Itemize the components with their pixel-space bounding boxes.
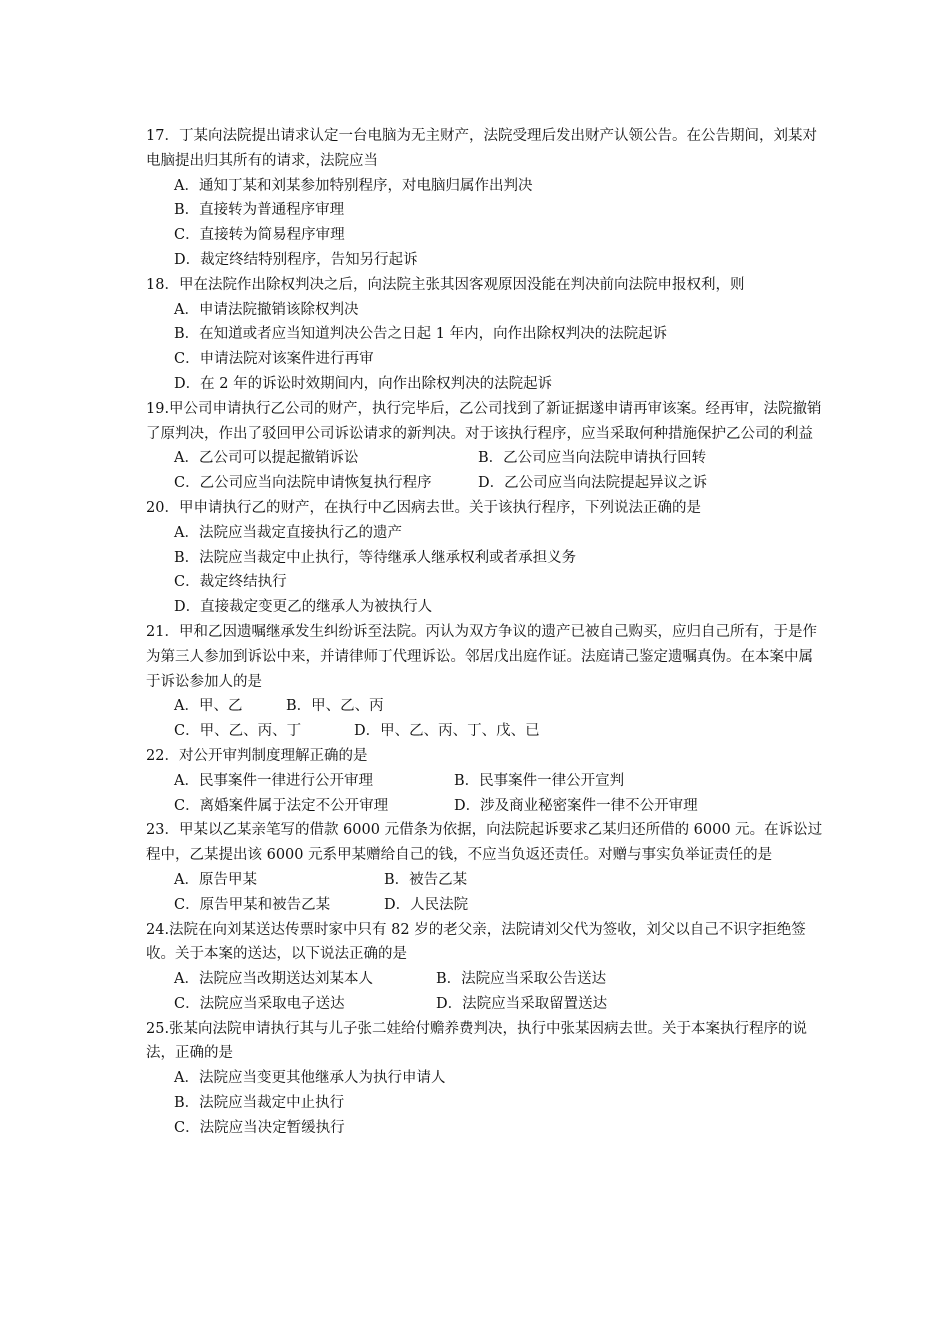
option-d: D．人民法院 <box>384 896 469 913</box>
option-row <box>146 471 826 496</box>
option-row <box>146 967 826 992</box>
question-23 <box>146 818 826 917</box>
question-list <box>146 124 826 1141</box>
question-22 <box>146 744 826 818</box>
option-a: A．法院应当裁定直接执行乙的遗产 <box>174 524 402 541</box>
option-d: D．法院应当采取留置送达 <box>436 995 608 1012</box>
option-a: A．通知丁某和刘某参加特别程序，对电脑归属作出判决 <box>174 177 533 194</box>
option-b: B．被告乙某 <box>384 871 468 888</box>
option-d: D．在 2 年的诉讼时效期间内，向作出除权判决的法院起诉 <box>174 375 553 392</box>
option-b: B．乙公司应当向法院申请执行回转 <box>478 450 707 467</box>
option-row <box>146 893 826 918</box>
option-b: B．在知道或者应当知道判决公告之日起 1 年内，向作出除权判决的法院起诉 <box>174 326 668 343</box>
question-stem: 17．丁某向法院提出请求认定一台电脑为无主财产，法院受理后发出财产认领公告。在公告期间，刘某对电脑提出归其所有的请求，法院应当 <box>146 128 817 169</box>
option-a: A．民事案件一律进行公开审理 <box>174 772 373 789</box>
question-stem: 22．对公开审判制度理解正确的是 <box>146 747 368 764</box>
option-row <box>146 769 826 794</box>
option-a: A．乙公司可以提起撤销诉讼 <box>174 450 359 467</box>
question-stem: 23．甲某以乙某亲笔写的借款 6000 元借条为依据，向法院起诉要求乙某归还所借的 6000 元。在诉讼过程中，乙某提出该 6000 元系甲某赠给自己的钱，不应当负返还责任。对赠与事实负举证责任的是 <box>146 822 823 864</box>
option-b: B．法院应当裁定中止执行，等待继承人继承权利或者承担义务 <box>174 549 577 566</box>
option-c: C．离婚案件属于法定不公开审理 <box>174 797 389 814</box>
question-stem: 21．甲和乙因遗嘱继承发生纠纷诉至法院。丙认为双方争议的遗产已被自己购买，应归自己所有，于是作为第三人参加到诉讼中来，并请律师丁代理诉讼。邻居戊出庭作证。法庭请己鉴定遗嘱真伪。在本案中属于诉讼参加人的是 <box>146 623 817 690</box>
option-row <box>146 794 826 819</box>
question-25 <box>146 1017 826 1141</box>
option-a: A．甲、乙 <box>174 698 243 715</box>
option-a: A．申请法院撤销该除权判决 <box>174 301 359 318</box>
option-d: D．直接裁定变更乙的继承人为被执行人 <box>174 599 433 616</box>
option-row <box>146 446 826 471</box>
option-c: C．原告甲某和被告乙某 <box>174 896 331 913</box>
option-b: B．民事案件一律公开宣判 <box>454 772 625 789</box>
option-c: C．裁定终结执行 <box>174 574 287 591</box>
option-a: A．原告甲某 <box>174 871 257 888</box>
option-b: B．法院应当裁定中止执行 <box>174 1095 345 1112</box>
question-18 <box>146 273 826 397</box>
question-19 <box>146 397 826 496</box>
option-c: C．法院应当采取电子送达 <box>174 995 345 1012</box>
question-20 <box>146 496 826 620</box>
question-stem: 19.甲公司申请执行乙公司的财产，执行完毕后，乙公司找到了新证据遂申请再审该案。经再审，法院撤销了原判决，作出了驳回甲公司诉讼请求的新判决。对于该执行程序，应当采取何种措施保护乙公司的利益 <box>146 400 822 442</box>
option-row <box>146 719 826 744</box>
option-d: D．乙公司应当向法院提起异议之诉 <box>478 475 708 492</box>
option-a: A．法院应当变更其他继承人为执行申请人 <box>174 1070 446 1087</box>
option-b: B．直接转为普通程序审理 <box>174 202 345 219</box>
option-a: A．法院应当改期送达刘某本人 <box>174 971 373 988</box>
option-c: C．申请法院对该案件进行再审 <box>174 351 374 368</box>
question-stem: 20．甲申请执行乙的财产，在执行中乙因病去世。关于该执行程序，下列说法正确的是 <box>146 499 701 516</box>
question-stem: 24.法院在向刘某送达传票时家中只有 82 岁的老父亲，法院请刘父代为签收，刘父以自己不识字拒绝签收。关于本案的送达，以下说法正确的是 <box>146 921 806 963</box>
option-c: C．法院应当决定暂缓执行 <box>174 1119 345 1136</box>
option-c: C．直接转为简易程序审理 <box>174 227 345 244</box>
option-d: D．裁定终结特别程序，告知另行起诉 <box>174 251 418 268</box>
question-stem: 25.张某向法院申请执行其与儿子张二娃给付赡养费判决，执行中张某因病去世。关于本案执行程序的说法，正确的是 <box>146 1020 808 1062</box>
option-c: C．甲、乙、丙、丁 <box>174 723 302 740</box>
option-b: B．甲、乙、丙 <box>286 698 384 715</box>
option-d: D．甲、乙、丙、丁、戊、已 <box>354 723 540 740</box>
option-d: D．涉及商业秘密案件一律不公开审理 <box>454 797 698 814</box>
question-17 <box>146 124 826 273</box>
option-b: B．法院应当采取公告送达 <box>436 971 607 988</box>
question-24 <box>146 918 826 1017</box>
question-stem: 18．甲在法院作出除权判决之后，向法院主张其因客观原因没能在判决前向法院申报权利，则 <box>146 276 745 293</box>
option-row <box>146 992 826 1017</box>
question-21 <box>146 620 826 744</box>
option-row <box>146 694 826 719</box>
option-c: C．乙公司应当向法院申请恢复执行程序 <box>174 475 432 492</box>
option-row <box>146 868 826 893</box>
